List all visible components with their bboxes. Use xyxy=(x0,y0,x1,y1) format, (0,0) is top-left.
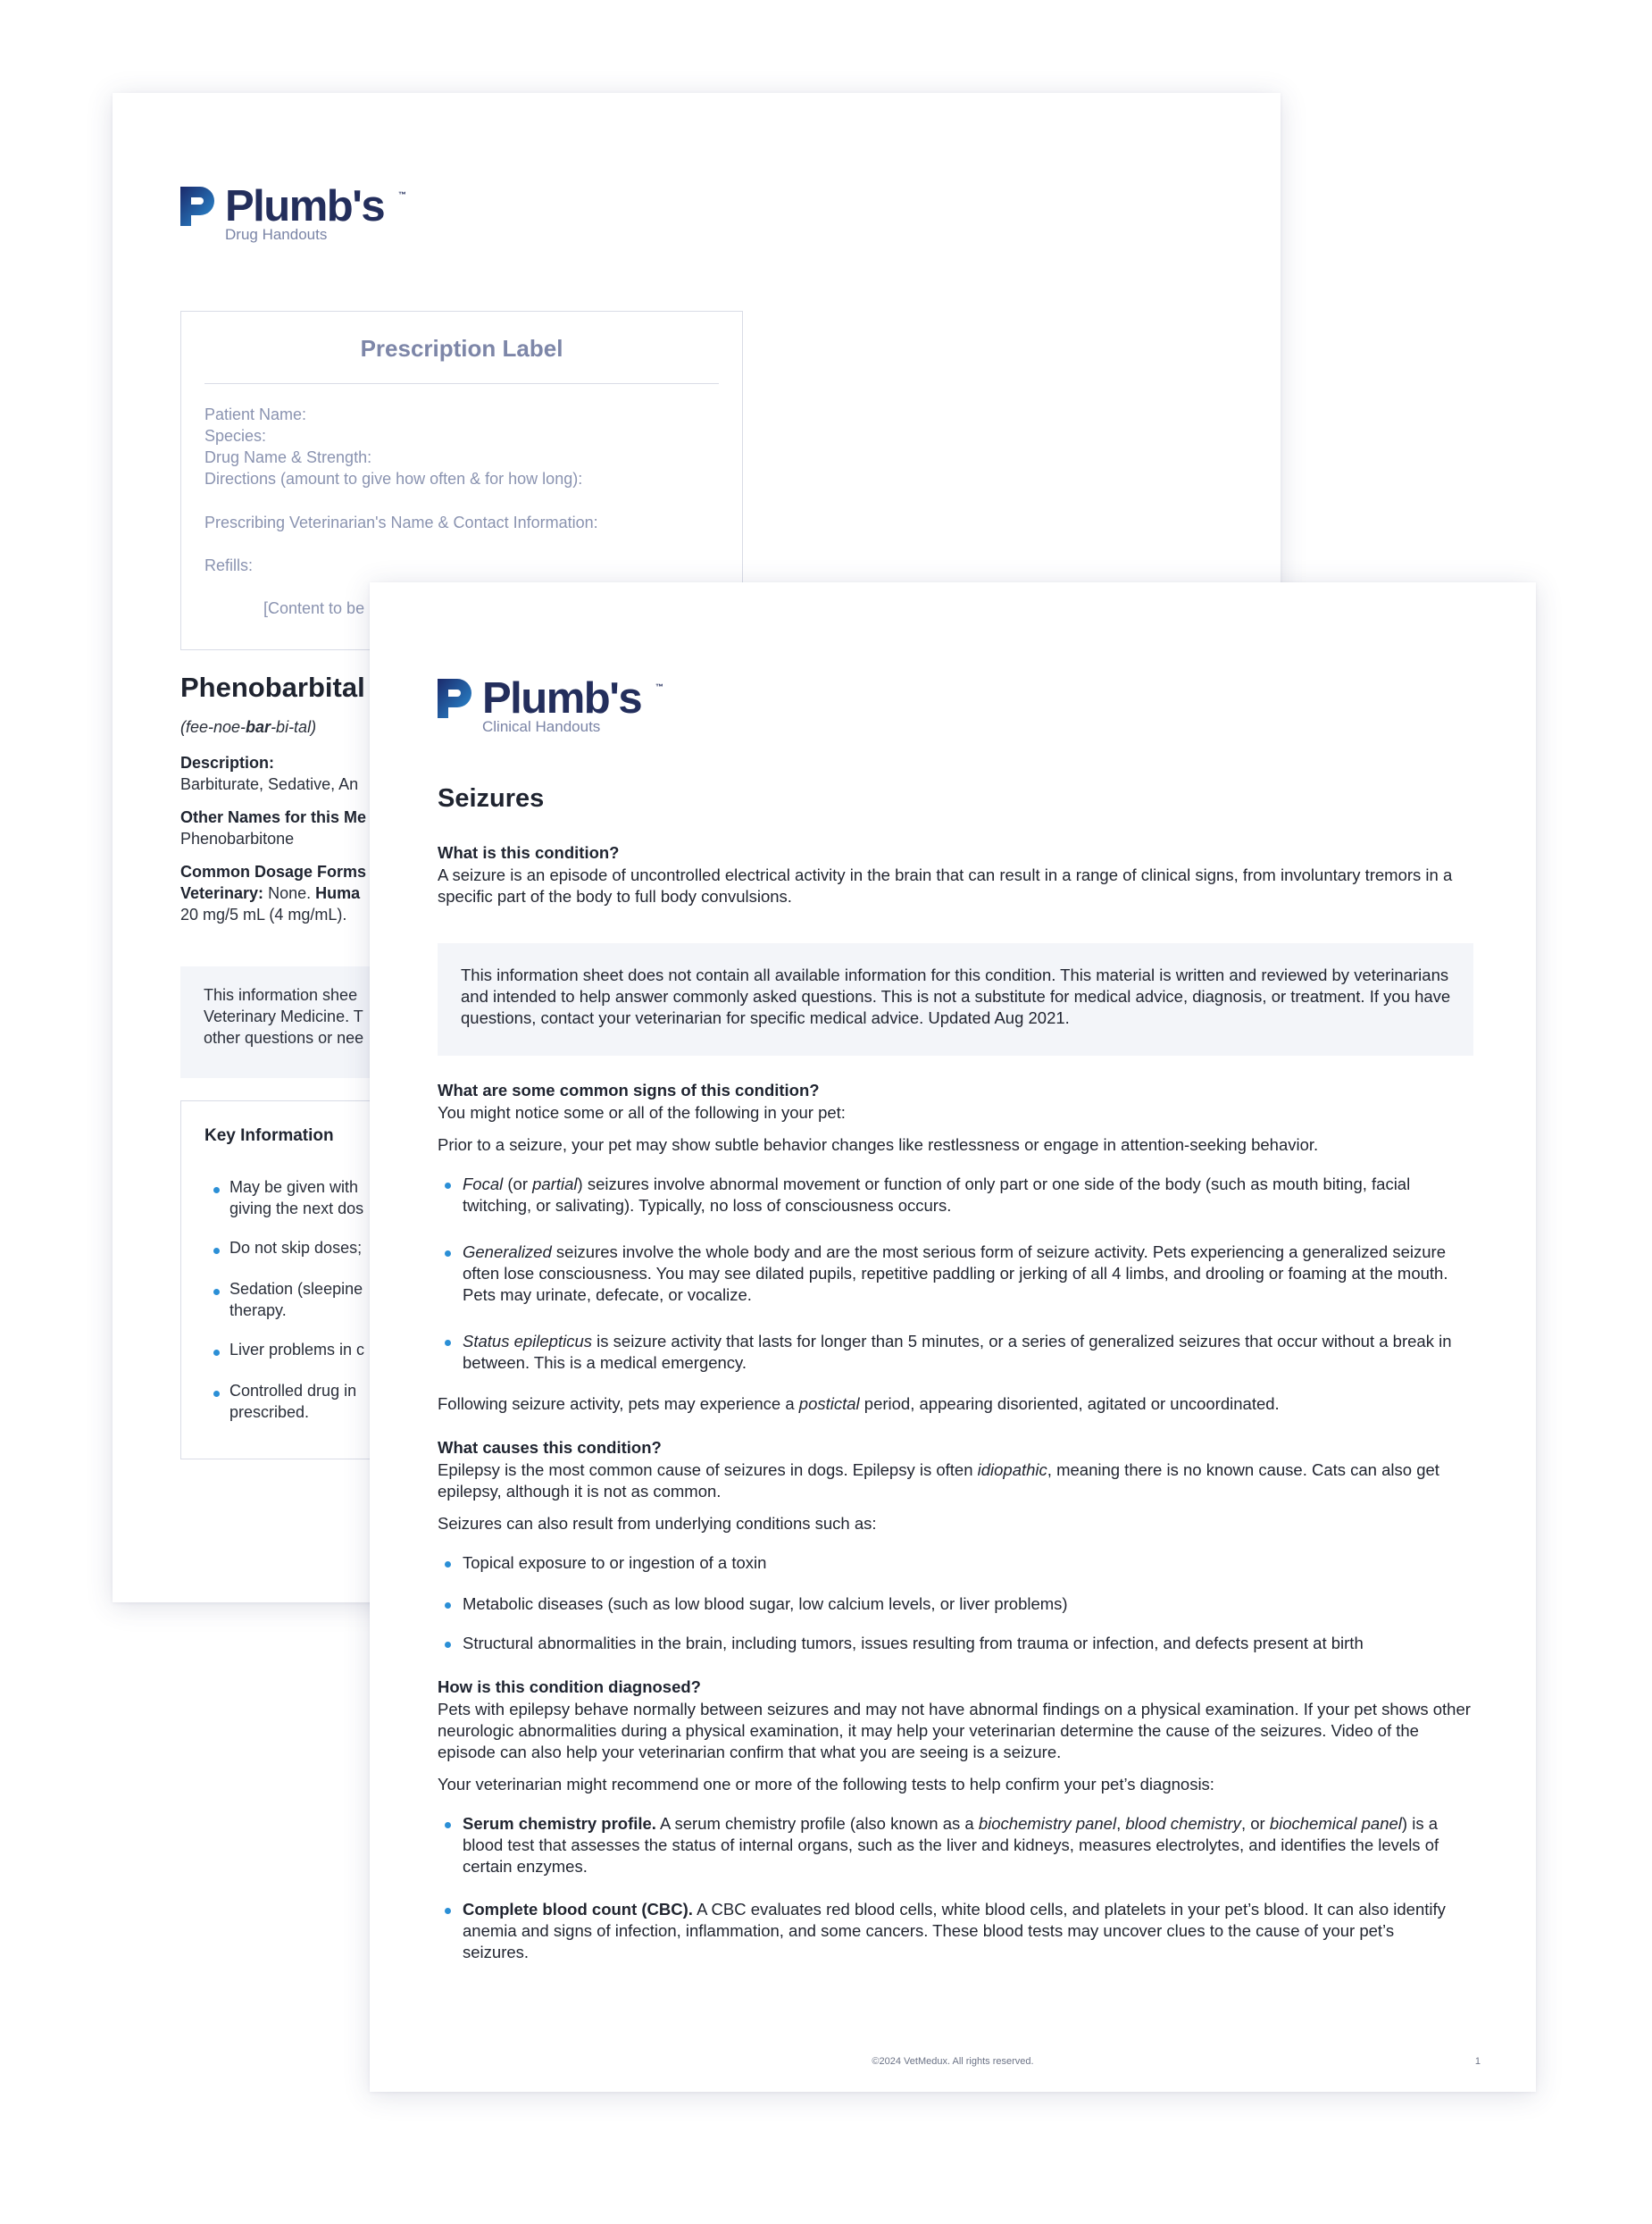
prescription-label-title: Prescription Label xyxy=(360,335,563,362)
key-item: Liver problems in c xyxy=(229,1341,365,1359)
bullet-icon xyxy=(445,1561,451,1568)
list-item: Complete blood count (CBC). A CBC evaluates red blood cells, white blood cells, and platelets in your pet’s blood. It can also identify anemia and signs of infection, inflammation, and some cancers. These blood tests may uncover clues to the cause of your pet’s seizures. xyxy=(463,1900,1446,1961)
key-item: therapy. xyxy=(229,1301,287,1319)
drug-pronunciation: (fee-noe-bar-bi-tal) xyxy=(180,718,317,736)
paragraph: Pets with epilepsy behave normally between seizures and may not have abnormal findings on a physical examination. If your pet shows other neurologic abnormalities during a physical examination, it may help your veterinarian determine the cause of the seizures. Video of the episode can also help your veterinarian confirm that what you are seeing is a seizure. xyxy=(438,1700,1471,1761)
bullet-icon xyxy=(213,1248,220,1254)
dosage-forms-text: Veterinary: None. Huma xyxy=(180,884,361,902)
divider xyxy=(204,383,719,384)
page-title: Seizures xyxy=(438,784,545,813)
list-item: Structural abnormalities in the brain, including tumors, issues resulting from trauma or infection, and defects present at birth xyxy=(463,1634,1364,1652)
key-item: Do not skip doses; xyxy=(229,1239,363,1257)
bullet-icon xyxy=(445,1340,451,1346)
key-item: prescribed. xyxy=(229,1403,310,1421)
description-label: Description: xyxy=(180,754,275,772)
rx-field-drug-name: Drug Name & Strength: xyxy=(204,448,372,466)
paragraph: Your veterinarian might recommend one or more of the following tests to help confirm your pet’s diagnosis: xyxy=(438,1775,1214,1793)
plumbs-p-icon xyxy=(180,187,216,226)
disclaimer-text: This information sheet does not contain all available information for this condition. This material is written and reviewed by veterinarians and intended to help answer commonly asked questions. This is not a substitute for medical advice, diagnosis, or treatment. If you have questions, contact your veterinarian for specific medical advice. Updated Aug 2021. xyxy=(461,966,1451,1027)
dosage-forms-label: Common Dosage Forms xyxy=(180,863,367,881)
plumbs-logo xyxy=(180,182,448,249)
footer-copyright: ©2024 VetMedux. All rights reserved. xyxy=(872,2056,1034,2067)
bullet-icon xyxy=(445,1908,451,1914)
key-item: Sedation (sleepine xyxy=(229,1280,363,1298)
section-heading: What are some common signs of this condition? xyxy=(438,1081,820,1099)
logo-wordmark: Plumb's xyxy=(225,182,385,230)
other-names-text: Phenobarbitone xyxy=(180,830,295,848)
plumbs-logo xyxy=(438,674,705,741)
bullet-icon xyxy=(445,1822,451,1828)
logo-subtitle: Clinical Handouts xyxy=(482,718,601,735)
paragraph: Seizures can also result from underlying conditions such as: xyxy=(438,1514,877,1533)
disclaimer-box xyxy=(438,943,1473,1056)
bullet-icon xyxy=(213,1391,220,1397)
rx-field-species: Species: xyxy=(204,427,267,445)
key-information-title: Key Information xyxy=(204,1126,334,1145)
plumbs-p-icon xyxy=(438,679,473,718)
dosage-forms-text-2: 20 mg/5 mL (4 mg/mL). xyxy=(180,906,347,924)
rx-field-directions: Directions (amount to give how often & for how long): xyxy=(204,470,583,488)
logo-subtitle: Drug Handouts xyxy=(225,226,328,243)
list-item: Status epilepticus is seizure activity that lasts for longer than 5 minutes, or a series of generalized seizures that occur without a break in between. This is a medical emergency. xyxy=(463,1332,1452,1372)
list-item: Serum chemistry profile. A serum chemistry profile (also known as a biochemistry panel, blood chemistry, or biochemical panel) is a blood test that assesses the status of internal organs, such as the liver and kidneys, measures electrolytes, and identifies the levels of certain enzymes. xyxy=(463,1814,1439,1876)
logo-wordmark: Plumb's xyxy=(482,674,642,723)
bullet-icon xyxy=(213,1350,220,1356)
description-text: Barbiturate, Sedative, An xyxy=(180,775,359,793)
paragraph: Prior to a seizure, your pet may show subtle behavior changes like restlessness or engage in attention-seeking behavior. xyxy=(438,1135,1319,1154)
key-item: giving the next dos xyxy=(229,1200,364,1217)
bullet-icon xyxy=(445,1183,451,1189)
section-heading: What causes this condition? xyxy=(438,1438,662,1457)
key-item: May be given with xyxy=(229,1178,359,1196)
section-heading: How is this condition diagnosed? xyxy=(438,1677,701,1696)
bullet-icon xyxy=(213,1187,220,1193)
info-line: other questions or nee xyxy=(204,1029,364,1047)
rx-content-placeholder: [Content to be xyxy=(263,599,365,617)
rx-field-patient-name: Patient Name: xyxy=(204,406,307,423)
list-item: Focal (or partial) seizures involve abnormal movement or function of only part or one side of the body (such as mouth biting, facial twitching, or salivating). Typically, no loss of consciousness occurs. xyxy=(463,1175,1411,1215)
paragraph: Following seizure activity, pets may experience a postictal period, appearing disoriented, agitated or uncoordinated. xyxy=(438,1394,1280,1413)
paragraph: You might notice some or all of the following in your pet: xyxy=(438,1103,846,1122)
page-number: 1 xyxy=(1474,2056,1481,2067)
list-item: Topical exposure to or ingestion of a toxin xyxy=(463,1553,767,1572)
bullet-icon xyxy=(445,1642,451,1648)
list-item: Metabolic diseases (such as low blood sugar, low calcium levels, or liver problems) xyxy=(463,1594,1068,1613)
info-line: This information shee xyxy=(204,986,358,1004)
bullet-icon xyxy=(445,1250,451,1257)
paragraph: A seizure is an episode of uncontrolled electrical activity in the brain that can result in a range of clinical signs, from involuntary tremors in a specific part of the body to full body convulsions. xyxy=(438,865,1453,906)
logo-trademark: ™ xyxy=(655,682,663,691)
bullet-icon xyxy=(445,1602,451,1609)
key-item: Controlled drug in xyxy=(229,1382,357,1400)
bullet-icon xyxy=(213,1289,220,1295)
rx-field-refills: Refills: xyxy=(204,556,254,574)
drug-title: Phenobarbital xyxy=(180,672,365,703)
rx-field-prescriber: Prescribing Veterinarian's Name & Contact Information: xyxy=(204,514,598,531)
other-names-label: Other Names for this Me xyxy=(180,808,367,826)
section-heading: What is this condition? xyxy=(438,843,620,862)
logo-trademark: ™ xyxy=(398,190,406,199)
list-item: Generalized seizures involve the whole body and are the most serious form of seizure activity. Pets experiencing a generalized seizure often lose consciousness. You may see dilated pupils, repetitive paddling or jerking of all 4 limbs, and drooling or foaming at the mouth. Pets may urinate, defecate, or vocalize. xyxy=(463,1242,1448,1304)
paragraph: Epilepsy is the most common cause of seizures in dogs. Epilepsy is often idiopathic, meaning there is no known cause. Cats can also get epilepsy, although it is not as common. xyxy=(438,1460,1439,1501)
info-line: Veterinary Medicine. T xyxy=(204,1007,363,1025)
clinical-handout-page xyxy=(370,582,1536,2092)
